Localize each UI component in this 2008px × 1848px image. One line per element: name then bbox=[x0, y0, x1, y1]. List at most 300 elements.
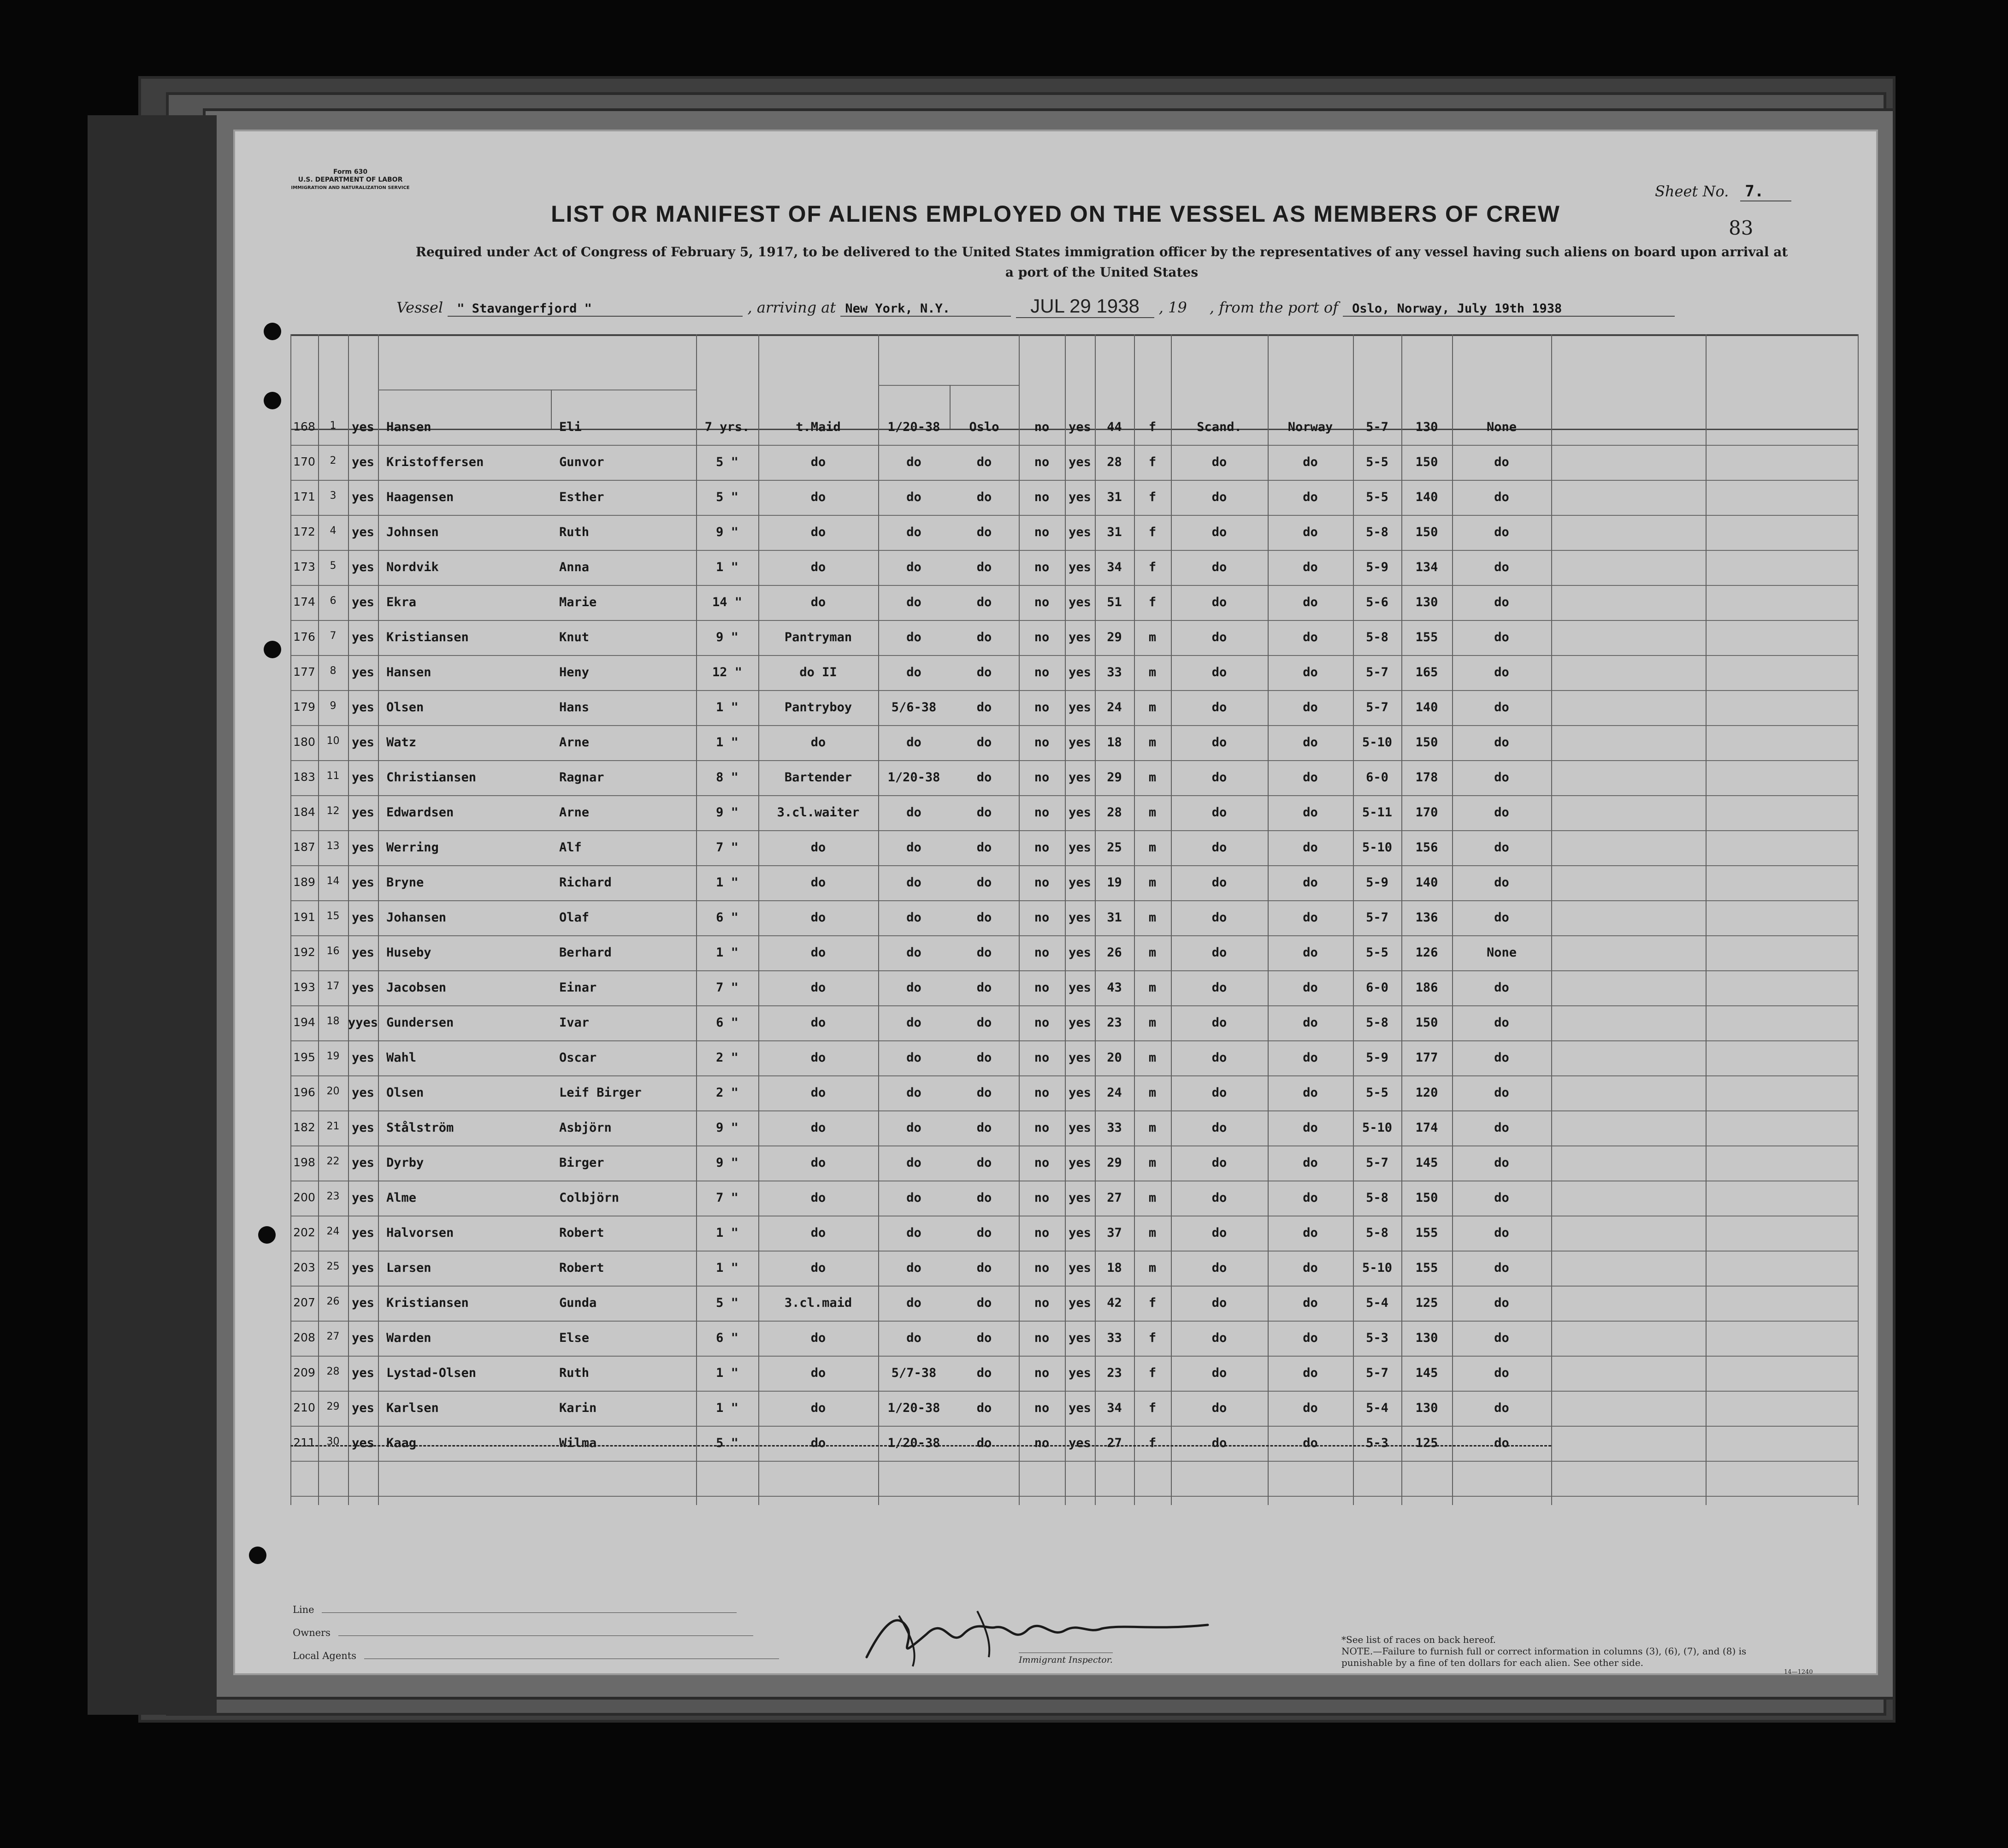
cell-race: do bbox=[1211, 490, 1227, 504]
cell-position: 3.cl.maid bbox=[784, 1296, 852, 1310]
cell-given: Berhard bbox=[559, 945, 612, 960]
cell-read: yes bbox=[1069, 840, 1091, 855]
voyage-line bbox=[396, 295, 1675, 318]
cell-no: 6 bbox=[330, 595, 337, 607]
table-top-rule bbox=[290, 334, 1858, 336]
cell-prev: yes bbox=[352, 560, 374, 574]
cell-race: do bbox=[1211, 980, 1227, 995]
table-row bbox=[235, 1436, 1876, 1473]
cell-marks: do bbox=[1494, 735, 1509, 750]
cell-family: Huseby bbox=[386, 945, 431, 960]
cell-no: 1 bbox=[330, 420, 337, 431]
cell-service: 9 " bbox=[716, 1121, 738, 1135]
cell-height: 5-7 bbox=[1366, 1366, 1388, 1380]
date-stamp: JUL 29 1938 bbox=[1016, 295, 1154, 318]
cell-discharged: no bbox=[1034, 1436, 1050, 1450]
cell-age: 29 bbox=[1107, 1156, 1122, 1170]
table-row bbox=[235, 1051, 1876, 1087]
cell-race: do bbox=[1211, 1086, 1227, 1100]
cell-service: 1 " bbox=[716, 700, 738, 714]
cell-where: do bbox=[976, 1331, 992, 1345]
cell-position: do II bbox=[799, 665, 837, 679]
cell-where: do bbox=[976, 1436, 992, 1450]
cell-marks: do bbox=[1494, 1016, 1509, 1030]
cell-when: do bbox=[906, 560, 921, 574]
cell-position: do bbox=[810, 1156, 826, 1170]
cell-race: do bbox=[1211, 525, 1227, 539]
cell-height: 6-0 bbox=[1366, 770, 1388, 785]
cell-position: do bbox=[810, 1261, 826, 1275]
cell-margin: 174 bbox=[293, 595, 315, 608]
cell-position: do bbox=[810, 1436, 826, 1450]
vessel-label: Vessel bbox=[396, 299, 443, 316]
cell-where: do bbox=[976, 875, 992, 890]
cell-height: 5-9 bbox=[1366, 560, 1388, 574]
cell-weight: 125 bbox=[1415, 1436, 1438, 1450]
cell-prev: yes bbox=[352, 700, 374, 714]
cell-marks: do bbox=[1494, 525, 1509, 539]
footer-owners bbox=[293, 1627, 753, 1638]
cell-no: 19 bbox=[326, 1051, 340, 1062]
cell-race: do bbox=[1211, 1401, 1227, 1415]
cell-service: 14 " bbox=[712, 595, 743, 609]
cell-race: do bbox=[1211, 1191, 1227, 1205]
cell-marks: do bbox=[1494, 560, 1509, 574]
cell-discharged: no bbox=[1034, 770, 1050, 785]
table-row bbox=[235, 875, 1876, 912]
cell-sex: m bbox=[1148, 1016, 1157, 1030]
cell-given: Gunda bbox=[559, 1296, 597, 1310]
table-row bbox=[235, 980, 1876, 1017]
cell-prev: yes bbox=[352, 455, 374, 469]
cell-nationality: do bbox=[1303, 1366, 1318, 1380]
cell-position: do bbox=[810, 1191, 826, 1205]
cell-prev: yes bbox=[352, 805, 374, 820]
cell-height: 5-11 bbox=[1362, 805, 1393, 820]
cell-read: yes bbox=[1069, 980, 1091, 995]
cell-service: 1 " bbox=[716, 1226, 738, 1240]
cell-where: do bbox=[976, 1121, 992, 1135]
cell-marks: do bbox=[1494, 1436, 1509, 1450]
cell-position: Pantryboy bbox=[784, 700, 852, 714]
cell-sex: m bbox=[1148, 875, 1157, 890]
owners-label: Owners bbox=[293, 1627, 331, 1638]
cell-sex: f bbox=[1148, 1436, 1157, 1450]
form-info bbox=[263, 168, 438, 192]
cell-height: 5-4 bbox=[1366, 1296, 1388, 1310]
cell-given: Alf bbox=[559, 840, 582, 855]
races-note: *See list of races on back hereof. bbox=[1341, 1634, 1496, 1645]
cell-margin: 182 bbox=[293, 1121, 315, 1134]
cell-sex: f bbox=[1148, 455, 1157, 469]
cell-height: 5-5 bbox=[1366, 1086, 1388, 1100]
cell-height: 5-9 bbox=[1366, 875, 1388, 890]
cell-service: 1 " bbox=[716, 1261, 738, 1275]
cell-service: 12 " bbox=[712, 665, 743, 679]
cell-sex: m bbox=[1148, 735, 1157, 750]
cell-when: do bbox=[906, 1016, 921, 1030]
cell-margin: 176 bbox=[293, 630, 315, 644]
cell-height: 5-8 bbox=[1366, 1191, 1388, 1205]
cell-family: Ekra bbox=[386, 595, 417, 609]
cell-discharged: no bbox=[1034, 1121, 1050, 1135]
cell-margin: 180 bbox=[293, 735, 315, 749]
cell-race: do bbox=[1211, 1261, 1227, 1275]
cell-when: do bbox=[906, 1051, 921, 1065]
cell-service: 9 " bbox=[716, 630, 738, 644]
cell-sex: f bbox=[1148, 525, 1157, 539]
cell-age: 31 bbox=[1107, 525, 1122, 539]
cell-given: Ivar bbox=[559, 1016, 590, 1030]
cell-height: 5-5 bbox=[1366, 455, 1388, 469]
cell-read: yes bbox=[1069, 1086, 1091, 1100]
cell-nationality: do bbox=[1303, 1051, 1318, 1065]
cell-age: 29 bbox=[1107, 630, 1122, 644]
cell-race: do bbox=[1211, 1121, 1227, 1135]
cell-given: Heny bbox=[559, 665, 590, 679]
binder-hole bbox=[264, 392, 281, 409]
cell-read: yes bbox=[1069, 420, 1091, 434]
cell-family: Christiansen bbox=[386, 770, 477, 785]
cell-sex: m bbox=[1148, 1226, 1157, 1240]
cell-read: yes bbox=[1069, 490, 1091, 504]
cell-height: 5-9 bbox=[1366, 1051, 1388, 1065]
cell-position: Bartender bbox=[784, 770, 852, 785]
cell-service: 5 " bbox=[716, 490, 738, 504]
cell-when: 1/20-38 bbox=[887, 420, 940, 434]
cell-age: 24 bbox=[1107, 1086, 1122, 1100]
cell-margin: 193 bbox=[293, 980, 315, 994]
cell-where: do bbox=[976, 595, 992, 609]
cell-marks: do bbox=[1494, 1226, 1509, 1240]
cell-marks: do bbox=[1494, 1401, 1509, 1415]
cell-race: do bbox=[1211, 1016, 1227, 1030]
cell-position: 3.cl.waiter bbox=[777, 805, 860, 820]
cell-marks: do bbox=[1494, 1156, 1509, 1170]
cell-service: 6 " bbox=[716, 910, 738, 925]
cell-position: do bbox=[810, 1331, 826, 1345]
cell-discharged: no bbox=[1034, 525, 1050, 539]
cell-service: 6 " bbox=[716, 1016, 738, 1030]
cell-height: 5-7 bbox=[1366, 665, 1388, 679]
cell-family: Kristiansen bbox=[386, 1296, 469, 1310]
cell-service: 1 " bbox=[716, 945, 738, 960]
cell-sex: m bbox=[1148, 770, 1157, 785]
cell-nationality: do bbox=[1303, 525, 1318, 539]
cell-service: 1 " bbox=[716, 875, 738, 890]
binder-hole bbox=[264, 323, 281, 340]
cell-family: Johnsen bbox=[386, 525, 439, 539]
cell-race: do bbox=[1211, 1156, 1227, 1170]
cell-when: 5/6-38 bbox=[891, 700, 937, 714]
cell-read: yes bbox=[1069, 1016, 1091, 1030]
cell-race: do bbox=[1211, 700, 1227, 714]
cell-sex: m bbox=[1148, 665, 1157, 679]
agents-label: Local Agents bbox=[293, 1650, 357, 1661]
cell-position: do bbox=[810, 735, 826, 750]
cell-weight: 177 bbox=[1415, 1051, 1438, 1065]
cell-marks: do bbox=[1494, 490, 1509, 504]
cell-discharged: no bbox=[1034, 420, 1050, 434]
cell-read: yes bbox=[1069, 910, 1091, 925]
cell-prev: yes bbox=[352, 770, 374, 785]
cell-weight: 140 bbox=[1415, 490, 1438, 504]
cell-margin: 171 bbox=[293, 490, 315, 503]
cell-height: 5-6 bbox=[1366, 595, 1388, 609]
cell-age: 19 bbox=[1107, 875, 1122, 890]
cell-sex: m bbox=[1148, 910, 1157, 925]
table-row bbox=[235, 665, 1876, 702]
cell-height: 5-3 bbox=[1366, 1331, 1388, 1345]
cell-when: do bbox=[906, 1296, 921, 1310]
cell-no: 24 bbox=[326, 1226, 340, 1237]
table-row bbox=[235, 490, 1876, 527]
cell-discharged: no bbox=[1034, 455, 1050, 469]
cell-marks: None bbox=[1486, 420, 1517, 434]
cell-service: 6 " bbox=[716, 1331, 738, 1345]
form-number: Form 630 bbox=[333, 168, 368, 176]
cell-race: do bbox=[1211, 1051, 1227, 1065]
cell-nationality: do bbox=[1303, 1261, 1318, 1275]
cell-margin: 209 bbox=[293, 1366, 315, 1379]
cell-service: 5 " bbox=[716, 1436, 738, 1450]
cell-marks: do bbox=[1494, 1121, 1509, 1135]
cell-sex: m bbox=[1148, 1051, 1157, 1065]
cell-when: 1/20-38 bbox=[887, 770, 940, 785]
cell-given: Richard bbox=[559, 875, 612, 890]
cell-height: 5-8 bbox=[1366, 1016, 1388, 1030]
cell-family: Werring bbox=[386, 840, 439, 855]
cell-margin: 208 bbox=[293, 1331, 315, 1344]
cell-given: Ruth bbox=[559, 525, 590, 539]
cell-age: 34 bbox=[1107, 560, 1122, 574]
cell-no: 26 bbox=[326, 1296, 340, 1307]
cell-prev: yes bbox=[352, 945, 374, 960]
cell-discharged: no bbox=[1034, 490, 1050, 504]
cell-height: 5-10 bbox=[1362, 1261, 1393, 1275]
cell-sex: m bbox=[1148, 805, 1157, 820]
cell-sex: m bbox=[1148, 700, 1157, 714]
cell-marks: do bbox=[1494, 1331, 1509, 1345]
cell-when: do bbox=[906, 1086, 921, 1100]
cell-nationality: do bbox=[1303, 595, 1318, 609]
footer-agents bbox=[293, 1650, 779, 1661]
table-row bbox=[235, 1191, 1876, 1228]
cell-prev: yes bbox=[352, 1366, 374, 1380]
cell-family: Wahl bbox=[386, 1051, 417, 1065]
cell-discharged: no bbox=[1034, 1261, 1050, 1275]
cell-when: do bbox=[906, 630, 921, 644]
cell-weight: 155 bbox=[1415, 1226, 1438, 1240]
cell-where: do bbox=[976, 910, 992, 925]
cell-weight: 170 bbox=[1415, 805, 1438, 820]
cell-age: 51 bbox=[1107, 595, 1122, 609]
arriving-label: , arriving at bbox=[747, 299, 836, 316]
cell-read: yes bbox=[1069, 665, 1091, 679]
cell-where: do bbox=[976, 1226, 992, 1240]
cell-service: 5 " bbox=[716, 1296, 738, 1310]
cell-read: yes bbox=[1069, 455, 1091, 469]
cell-age: 42 bbox=[1107, 1296, 1122, 1310]
cell-prev: yes bbox=[352, 735, 374, 750]
cell-age: 18 bbox=[1107, 1261, 1122, 1275]
cell-height: 5-8 bbox=[1366, 1226, 1388, 1240]
cell-height: 5-7 bbox=[1366, 910, 1388, 925]
cell-service: 1 " bbox=[716, 560, 738, 574]
cell-prev: yes bbox=[352, 420, 374, 434]
cell-margin: 195 bbox=[293, 1051, 315, 1064]
cell-weight: 130 bbox=[1415, 595, 1438, 609]
cell-nationality: do bbox=[1303, 840, 1318, 855]
cell-height: 5-5 bbox=[1366, 490, 1388, 504]
cell-discharged: no bbox=[1034, 945, 1050, 960]
cell-prev: yes bbox=[352, 910, 374, 925]
cell-nationality: do bbox=[1303, 560, 1318, 574]
cell-position: do bbox=[810, 1016, 826, 1030]
cell-race: do bbox=[1211, 840, 1227, 855]
cell-marks: do bbox=[1494, 1366, 1509, 1380]
cell-where: do bbox=[976, 735, 992, 750]
cell-race: do bbox=[1211, 805, 1227, 820]
cell-when: do bbox=[906, 1156, 921, 1170]
cell-prev: yes bbox=[352, 980, 374, 995]
table-row bbox=[235, 1156, 1876, 1193]
cell-family: Alme bbox=[386, 1191, 417, 1205]
cell-where: do bbox=[976, 1016, 992, 1030]
cell-weight: 140 bbox=[1415, 875, 1438, 890]
cell-marks: do bbox=[1494, 700, 1509, 714]
cell-no: 20 bbox=[326, 1086, 340, 1097]
cell-race: Scand. bbox=[1197, 420, 1242, 434]
cell-given: Knut bbox=[559, 630, 590, 644]
cell-when: do bbox=[906, 910, 921, 925]
cell-age: 23 bbox=[1107, 1016, 1122, 1030]
cell-marks: do bbox=[1494, 595, 1509, 609]
page-number: 83 bbox=[1729, 217, 1754, 239]
cell-nationality: do bbox=[1303, 875, 1318, 890]
cell-read: yes bbox=[1069, 700, 1091, 714]
cell-no: 27 bbox=[326, 1331, 340, 1342]
cell-nationality: do bbox=[1303, 1086, 1318, 1100]
cell-service: 1 " bbox=[716, 1366, 738, 1380]
cell-age: 31 bbox=[1107, 910, 1122, 925]
sheet-number bbox=[1655, 182, 1791, 201]
cell-read: yes bbox=[1069, 735, 1091, 750]
cell-weight: 145 bbox=[1415, 1156, 1438, 1170]
cell-when: do bbox=[906, 1261, 921, 1275]
cell-discharged: no bbox=[1034, 805, 1050, 820]
cell-margin: 187 bbox=[293, 840, 315, 854]
cell-discharged: no bbox=[1034, 735, 1050, 750]
cell-weight: 130 bbox=[1415, 1331, 1438, 1345]
cell-age: 31 bbox=[1107, 490, 1122, 504]
cell-marks: do bbox=[1494, 1051, 1509, 1065]
cell-margin: 184 bbox=[293, 805, 315, 819]
cell-weight: 178 bbox=[1415, 770, 1438, 785]
cell-no: 2 bbox=[330, 455, 337, 466]
cell-nationality: do bbox=[1303, 980, 1318, 995]
cell-age: 33 bbox=[1107, 1331, 1122, 1345]
cell-marks: do bbox=[1494, 630, 1509, 644]
table-row bbox=[235, 1366, 1876, 1403]
cell-race: do bbox=[1211, 1226, 1227, 1240]
cell-service: 8 " bbox=[716, 770, 738, 785]
cell-when: do bbox=[906, 1226, 921, 1240]
cell-sex: m bbox=[1148, 840, 1157, 855]
cell-where: do bbox=[976, 1366, 992, 1380]
cell-height: 5-10 bbox=[1362, 840, 1393, 855]
shipped-sub-rule bbox=[878, 385, 1019, 386]
cell-weight: 145 bbox=[1415, 1366, 1438, 1380]
cell-no: 29 bbox=[326, 1401, 340, 1412]
cell-when: do bbox=[906, 525, 921, 539]
cell-where: do bbox=[976, 665, 992, 679]
cell-position: do bbox=[810, 1401, 826, 1415]
cell-service: 9 " bbox=[716, 805, 738, 820]
cell-prev: yes bbox=[352, 1121, 374, 1135]
binder-hole bbox=[249, 1547, 266, 1564]
cell-family: Olsen bbox=[386, 1086, 424, 1100]
cell-weight: 156 bbox=[1415, 840, 1438, 855]
cell-nationality: do bbox=[1303, 1296, 1318, 1310]
cell-read: yes bbox=[1069, 1401, 1091, 1415]
cell-no: 28 bbox=[326, 1366, 340, 1377]
cell-age: 27 bbox=[1107, 1191, 1122, 1205]
cell-no: 30 bbox=[326, 1436, 340, 1447]
cell-age: 44 bbox=[1107, 420, 1122, 434]
cell-weight: 150 bbox=[1415, 735, 1438, 750]
cell-sex: m bbox=[1148, 1191, 1157, 1205]
cell-nationality: Norway bbox=[1287, 420, 1333, 434]
table-row bbox=[235, 1226, 1876, 1263]
cell-given: Eli bbox=[559, 420, 582, 434]
cell-margin: 170 bbox=[293, 455, 315, 468]
cell-marks: None bbox=[1486, 945, 1517, 960]
table-row bbox=[235, 1331, 1876, 1368]
cell-weight: 150 bbox=[1415, 525, 1438, 539]
cell-when: do bbox=[906, 840, 921, 855]
cell-age: 33 bbox=[1107, 665, 1122, 679]
cell-when: do bbox=[906, 875, 921, 890]
cell-discharged: no bbox=[1034, 560, 1050, 574]
cell-family: Bryne bbox=[386, 875, 424, 890]
cell-marks: do bbox=[1494, 665, 1509, 679]
cell-discharged: no bbox=[1034, 1156, 1050, 1170]
table-row bbox=[235, 1401, 1876, 1438]
cell-weight: 126 bbox=[1415, 945, 1438, 960]
cell-position: do bbox=[810, 980, 826, 995]
cell-no: 5 bbox=[330, 560, 337, 572]
penalty-note: NOTE.—Failure to furnish full or correct information in columns (3), (6), (7), and (8) is punishable by a fine of ten dollars for each alien. See other side. bbox=[1341, 1646, 1747, 1668]
cell-given: Robert bbox=[559, 1261, 604, 1275]
cell-no: 11 bbox=[326, 770, 340, 782]
cell-read: yes bbox=[1069, 1436, 1091, 1450]
cell-nationality: do bbox=[1303, 1156, 1318, 1170]
cell-when: do bbox=[906, 735, 921, 750]
page-subtitle: Required under Act of Congress of February 5, 1917, to be delivered to the United States immigration officer by the representatives of any vessel having such aliens on board upon arrival at a port of the United States bbox=[415, 244, 1788, 280]
cell-where: do bbox=[976, 1296, 992, 1310]
strike-line bbox=[290, 1445, 1551, 1447]
cell-nationality: do bbox=[1303, 455, 1318, 469]
cell-service: 7 " bbox=[716, 1191, 738, 1205]
cell-family: Warden bbox=[386, 1331, 431, 1345]
cell-nationality: do bbox=[1303, 1331, 1318, 1345]
cell-marks: do bbox=[1494, 805, 1509, 820]
cell-height: 5-5 bbox=[1366, 945, 1388, 960]
cell-age: 26 bbox=[1107, 945, 1122, 960]
cell-margin: 192 bbox=[293, 945, 315, 959]
cell-margin: 194 bbox=[293, 1016, 315, 1029]
